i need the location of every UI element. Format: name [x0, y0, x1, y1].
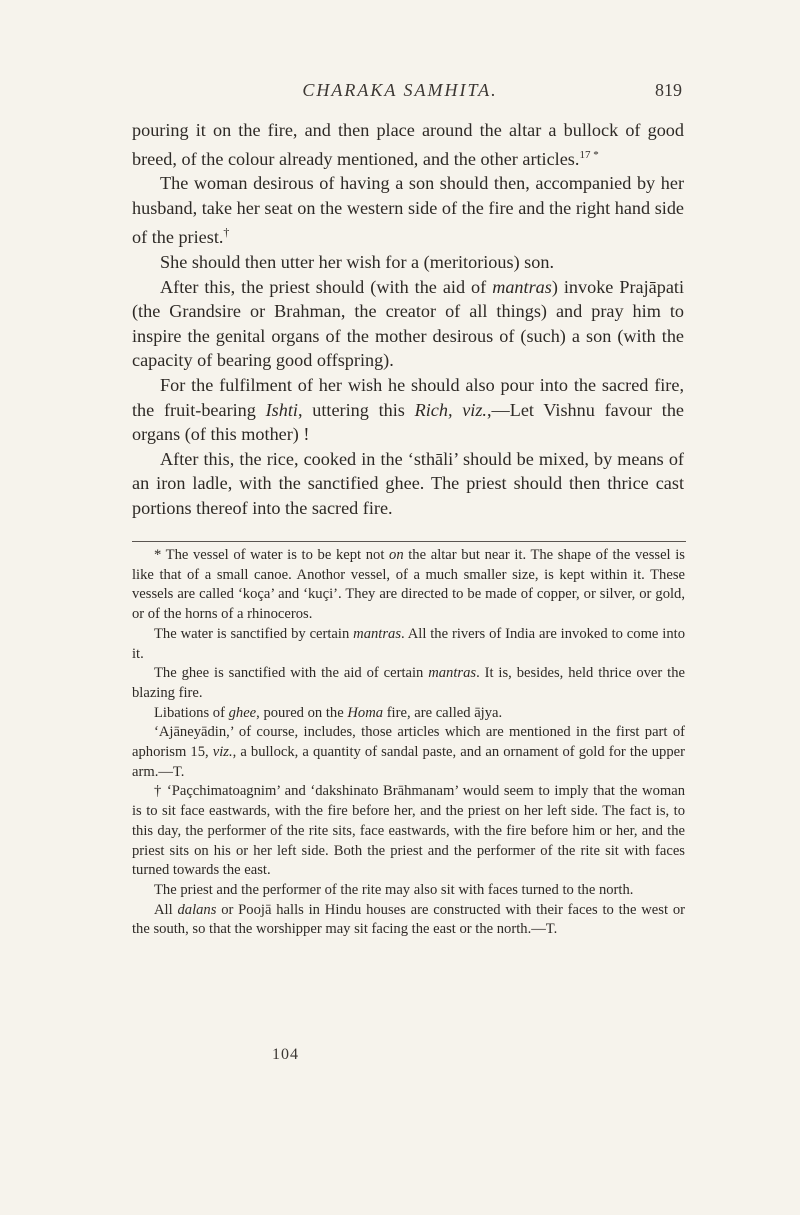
signature-mark: 104	[272, 1046, 299, 1063]
italic-term: on	[389, 547, 404, 563]
paragraph	[132, 373, 684, 447]
footnote-mark: †	[223, 225, 230, 240]
footnote-text: ‘Ajāneyādin,’ of course, includes, those articles which are mentioned in the first part of aphorism 15,	[132, 724, 685, 761]
footnote-text: the altar but near it. The shape of the vessel is like that of a small canoe. Anothor vessel, of a much smaller size, is kept within it. These vessels are called ‘koça’ and ‘kuçi’. They are directed to be made of copper, or silver, or gold, or of the horns of a rhinoceros.	[132, 547, 685, 623]
paragraph-text: For the fulfilment of her wish he should also pour into the sacred fire, the fruit-bearing	[132, 375, 684, 420]
paragraph-text: ) invoke Prajāpati (the Grandsire or Brahman, the creator of all things) and pray him to inspire the genital organs of the mother desirous of (such) a son (with the capacity of bearing good offspring).	[132, 276, 685, 371]
paragraph	[132, 275, 684, 373]
footnotes	[132, 546, 685, 940]
footnote: The priest and the performer of the rite may also sit with faces turned to the north.	[154, 881, 634, 898]
footnote-text: . All the rivers of India are invoked to come into it.	[132, 625, 685, 662]
footnote-text: . It is, besides, held thrice over the blazing fire.	[132, 665, 685, 701]
footnote-text: , a bullock, a quantity of sandal paste, and an ornament of gold for the upper arm.—T.	[132, 744, 685, 780]
footnote-text: The water is sanctified by certain	[154, 625, 354, 642]
footnote-text: * The vessel of water is to be kept not	[154, 547, 390, 563]
paragraph	[132, 118, 684, 171]
footnote-text: All	[154, 901, 178, 918]
paragraph-text: ,—Let Vishnu favour the organs (of this mother) !	[132, 399, 684, 445]
running-head: CHARAKA SAMHITA.	[302, 80, 498, 100]
paragraph-text: The woman desirous of having a son should then, accompanied by her husband, take her seat on the western side of the fire and the right hand side of the priest.	[132, 173, 684, 248]
paragraph-text: , uttering this	[297, 399, 415, 420]
paragraph-text: After this, the priest should (with the aid of	[160, 276, 493, 297]
italic-term: Homa	[347, 704, 384, 721]
page-number: 819	[655, 80, 682, 100]
italic-term: Ishti	[265, 399, 298, 420]
paragraph: She should then utter her wish for a (meritorious) son.	[160, 252, 554, 273]
paragraph: After this, the rice, cooked in the ‘sthāli’ should be mixed, by means of an iron ladle, with the sanctified ghee. The priest should then thrice cast portions thereof into the sacred fire.	[132, 448, 684, 519]
footnote	[132, 664, 685, 703]
footnote	[132, 704, 685, 724]
italic-term: Rich, viz.	[414, 399, 487, 420]
footnote-text: The ghee is sanctified with the aid of certain	[154, 665, 429, 682]
italic-term: ghee	[228, 704, 257, 721]
footnote-text: fire, are called ājya.	[383, 704, 503, 721]
paragraph	[132, 171, 684, 250]
footnote-mark: 17 *	[579, 148, 599, 161]
footnote-text: Libations of	[154, 704, 229, 721]
footnote: † ‘Paçchimatoagnim’ and ‘dakshinato Brāhmanam’ would seem to imply that the woman is to sit face eastwards, with the fire before her, and the priest on her left side. The fact is, to this day, the performer of the rite sits, face eastwards, with the fire before him or her, and the priest sits on his or her left side. Both the priest and the performer of the rite sit with faces turned towards the east.	[132, 783, 685, 879]
footnote	[132, 546, 685, 625]
main-text	[132, 118, 684, 521]
italic-term: mantras	[353, 625, 401, 642]
footnote	[132, 723, 685, 782]
footnote-text: or Poojā halls in Hindu houses are constructed with their faces to the west or the south, so that the worshipper may sit facing the east or the north.—T.	[132, 901, 685, 938]
italic-term: mantras	[492, 276, 552, 297]
footnote-divider	[132, 541, 686, 542]
paragraph-text: pouring it on the fire, and then place around the altar a bullock of good breed, of the colour already mentioned, and the other articles.	[132, 120, 684, 169]
footnote	[132, 625, 685, 664]
italic-term: dalans	[177, 901, 217, 918]
italic-term: viz.	[212, 744, 233, 761]
footnote	[132, 901, 685, 940]
italic-term: mantras	[428, 665, 477, 682]
footnote-text: , poured on the	[256, 704, 348, 721]
